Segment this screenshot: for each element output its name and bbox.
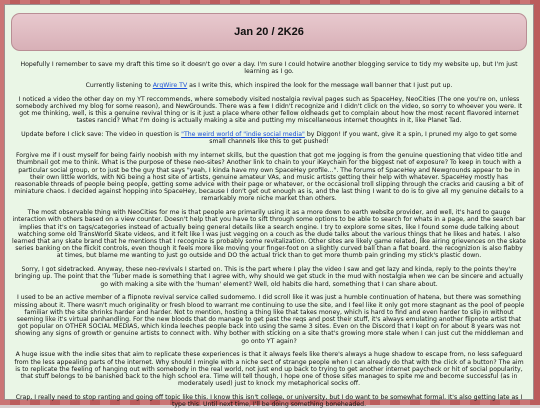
paragraph-3: I noticed a video the other day on my YT reccommends, where somebody visited nostalgia revival pages such as SpaceHey, NeoCities (The one you're on, unless somebody archived my blog for some reason), and NewGrounds. There was a few I didn't recognize and I didn't click on the video, so sorry to whoever you were. It got me thinking, well, is this a genuine revival thing or is it just a place where other fellow oldheads get to complain about how the most recent flavored internet tastes rancid? What I'm doing is actually making a site and putting my miscellaneous internet thoughts in it, like Planet Tad.: [15, 95, 523, 125]
argwire-tv-link[interactable]: ArgWire TV: [152, 82, 188, 89]
paragraph-10: Crap, I really need to stop ranting and going off topic like this. I know this isn't college, or university, but I do want to be somewhat formal. It's also getting late as I type this. Until next time, I'll be doing something boneheaded.: [15, 394, 523, 408]
paragraph-5: Forgive me if I oust myself for being fairly noobish with my internet skills, but the question that got me jogging is from the genuine questioning that video title and thumbnail got me to think. What is the purpose of these neo-sites? Another link to chain to your iKeychain for the biggest net of exposure? To keep in touch with a particular social group, or to just be the guy that says "yeah, I kinda have my own SpaceHey profile...". The forums of SpaceHey and Newgrounds appear to be in their own little worlds, with NG being a host site of artists, genuine amateur VAs, and music artists getting their help with whatever. SpaceHey mostly has reasonable threads of people being people, getting some advice with their page or whatever, or the occasional troll slipping through the cracks and causing a bit of miniature chaos. I decided against hopping into SpaceHey, because I don't get out enough as is, and the last thing I want to do is to give all my genuine details to a remarkably more niche market than others.: [14, 152, 524, 203]
paragraph-2: Currently listening to ArgWire TV as I write this, which inspired the look for the message wall banner that I just put up.: [85, 82, 453, 89]
paragraph-9: A huge issue with the indie sites that aim to replicate these experiences is that it always feels like there's always a huge shadow to escape from, no less safeguard from the less appealing parts of the internet. Why should I mingle with a niche sect of strange people when I can already do that with the click of a button? The aim is to replicate the feeling of hanging out with somebody in the real world, not just end up back to trying to get another internet paycheck or hit of social popularity, that stuff belongs to be banished back to the high school era. Time will tell though, I hope one of those sites manages to spite me and become successful (as in moderately used) just to knock my metaphorical socks off.: [14, 351, 524, 388]
paragraph-7: Sorry, I got sidetracked. Anyway, these neo-revivals I started on. This is the part where I play the video I saw and get lazy and kinda, reply to the points they're bringing up. The point that the 'Tuber made is something that I agree with, why should we get stuck in the mud with nostalgia when we can be sincere and actually go with making a site with the 'human' element? Well, old habits die hard, something that I can share about.: [14, 266, 524, 288]
paragraph-1: Hopefully I remember to save my draft this time so it doesn't go over a day. I'm sure I could hotwire another blogging service to tidy my website up, but I'm just learning as I go.: [20, 61, 518, 76]
paragraph-4: Update before I click save: The video in question is "The weird world of "indie social media" by Diggon! If you want, give it a spin, I pruned my algo to get some small channels like this to get pushed!: [21, 131, 517, 146]
post-body: [5, 57, 533, 408]
paragraph-8: I used to be an active member of a flipnote revival service called sudomemo. I did scroll like it was just a humble continuation of hatena, but there was something missing about it. There wasn't much originality or fresh blood to warrant me continuing to use the site, and I feel like it only got more stagnant as the pool of people familiar with the site shrinks harder and harder. Not to mention, hosting a thing like that takes money, which is hard to find and even harder to slip in without seeming like it's virtual panhandling. For the new bloods that do manage to get past the reqs and post their stuff, it's always emulating another flipnote artist that got popular on OTHER SOCIAL MEDIAS, which kinda leeches people back into using the same 3 sites. Even on the Discord that I kept on for about 8 years was not showing any signs of growth or genuine artists to connect with. Why bother with sticking on a site that's growing more stale when I can just cut the middleman and go onto YT again?: [13, 294, 525, 345]
post-title: Jan 20 / 2K26: [234, 26, 304, 38]
video-link[interactable]: "The weird world of "indie social media": [181, 131, 305, 139]
post-header-banner: [11, 13, 527, 51]
blog-page[interactable]: [4, 4, 534, 408]
paragraph-6: The most observable thing with NeoCities for me is that people are primarily using it as a more down to earth website provider, and well, it's hard to gauge interaction with others based on a view counter. Doesn't help that you have to sift through some options to be able to search for whats in a page, and the search bar implies that it's on tags/categories instead of actually being general details like a search engine. I try to explore some sites, like I found some dude talking about watching some old TransWorld Skate videos, and it felt like I was just vegging on a couch as the dude talks about the various things that he likes and hates. I also learned that any skate brand that he mentions that I recognize is probably some revitalization. Other sites are likely game related, like airing grievences on the skate series banking on the flickit controls, even though it feels more like moving your finger-foot on a slightly curved ball than a flat board. the recognizion is also flabby at times, but blame me wanting to just go outside and DO the actual trick than to get more thumb pain grinding my stick's plastic down.: [12, 209, 526, 260]
